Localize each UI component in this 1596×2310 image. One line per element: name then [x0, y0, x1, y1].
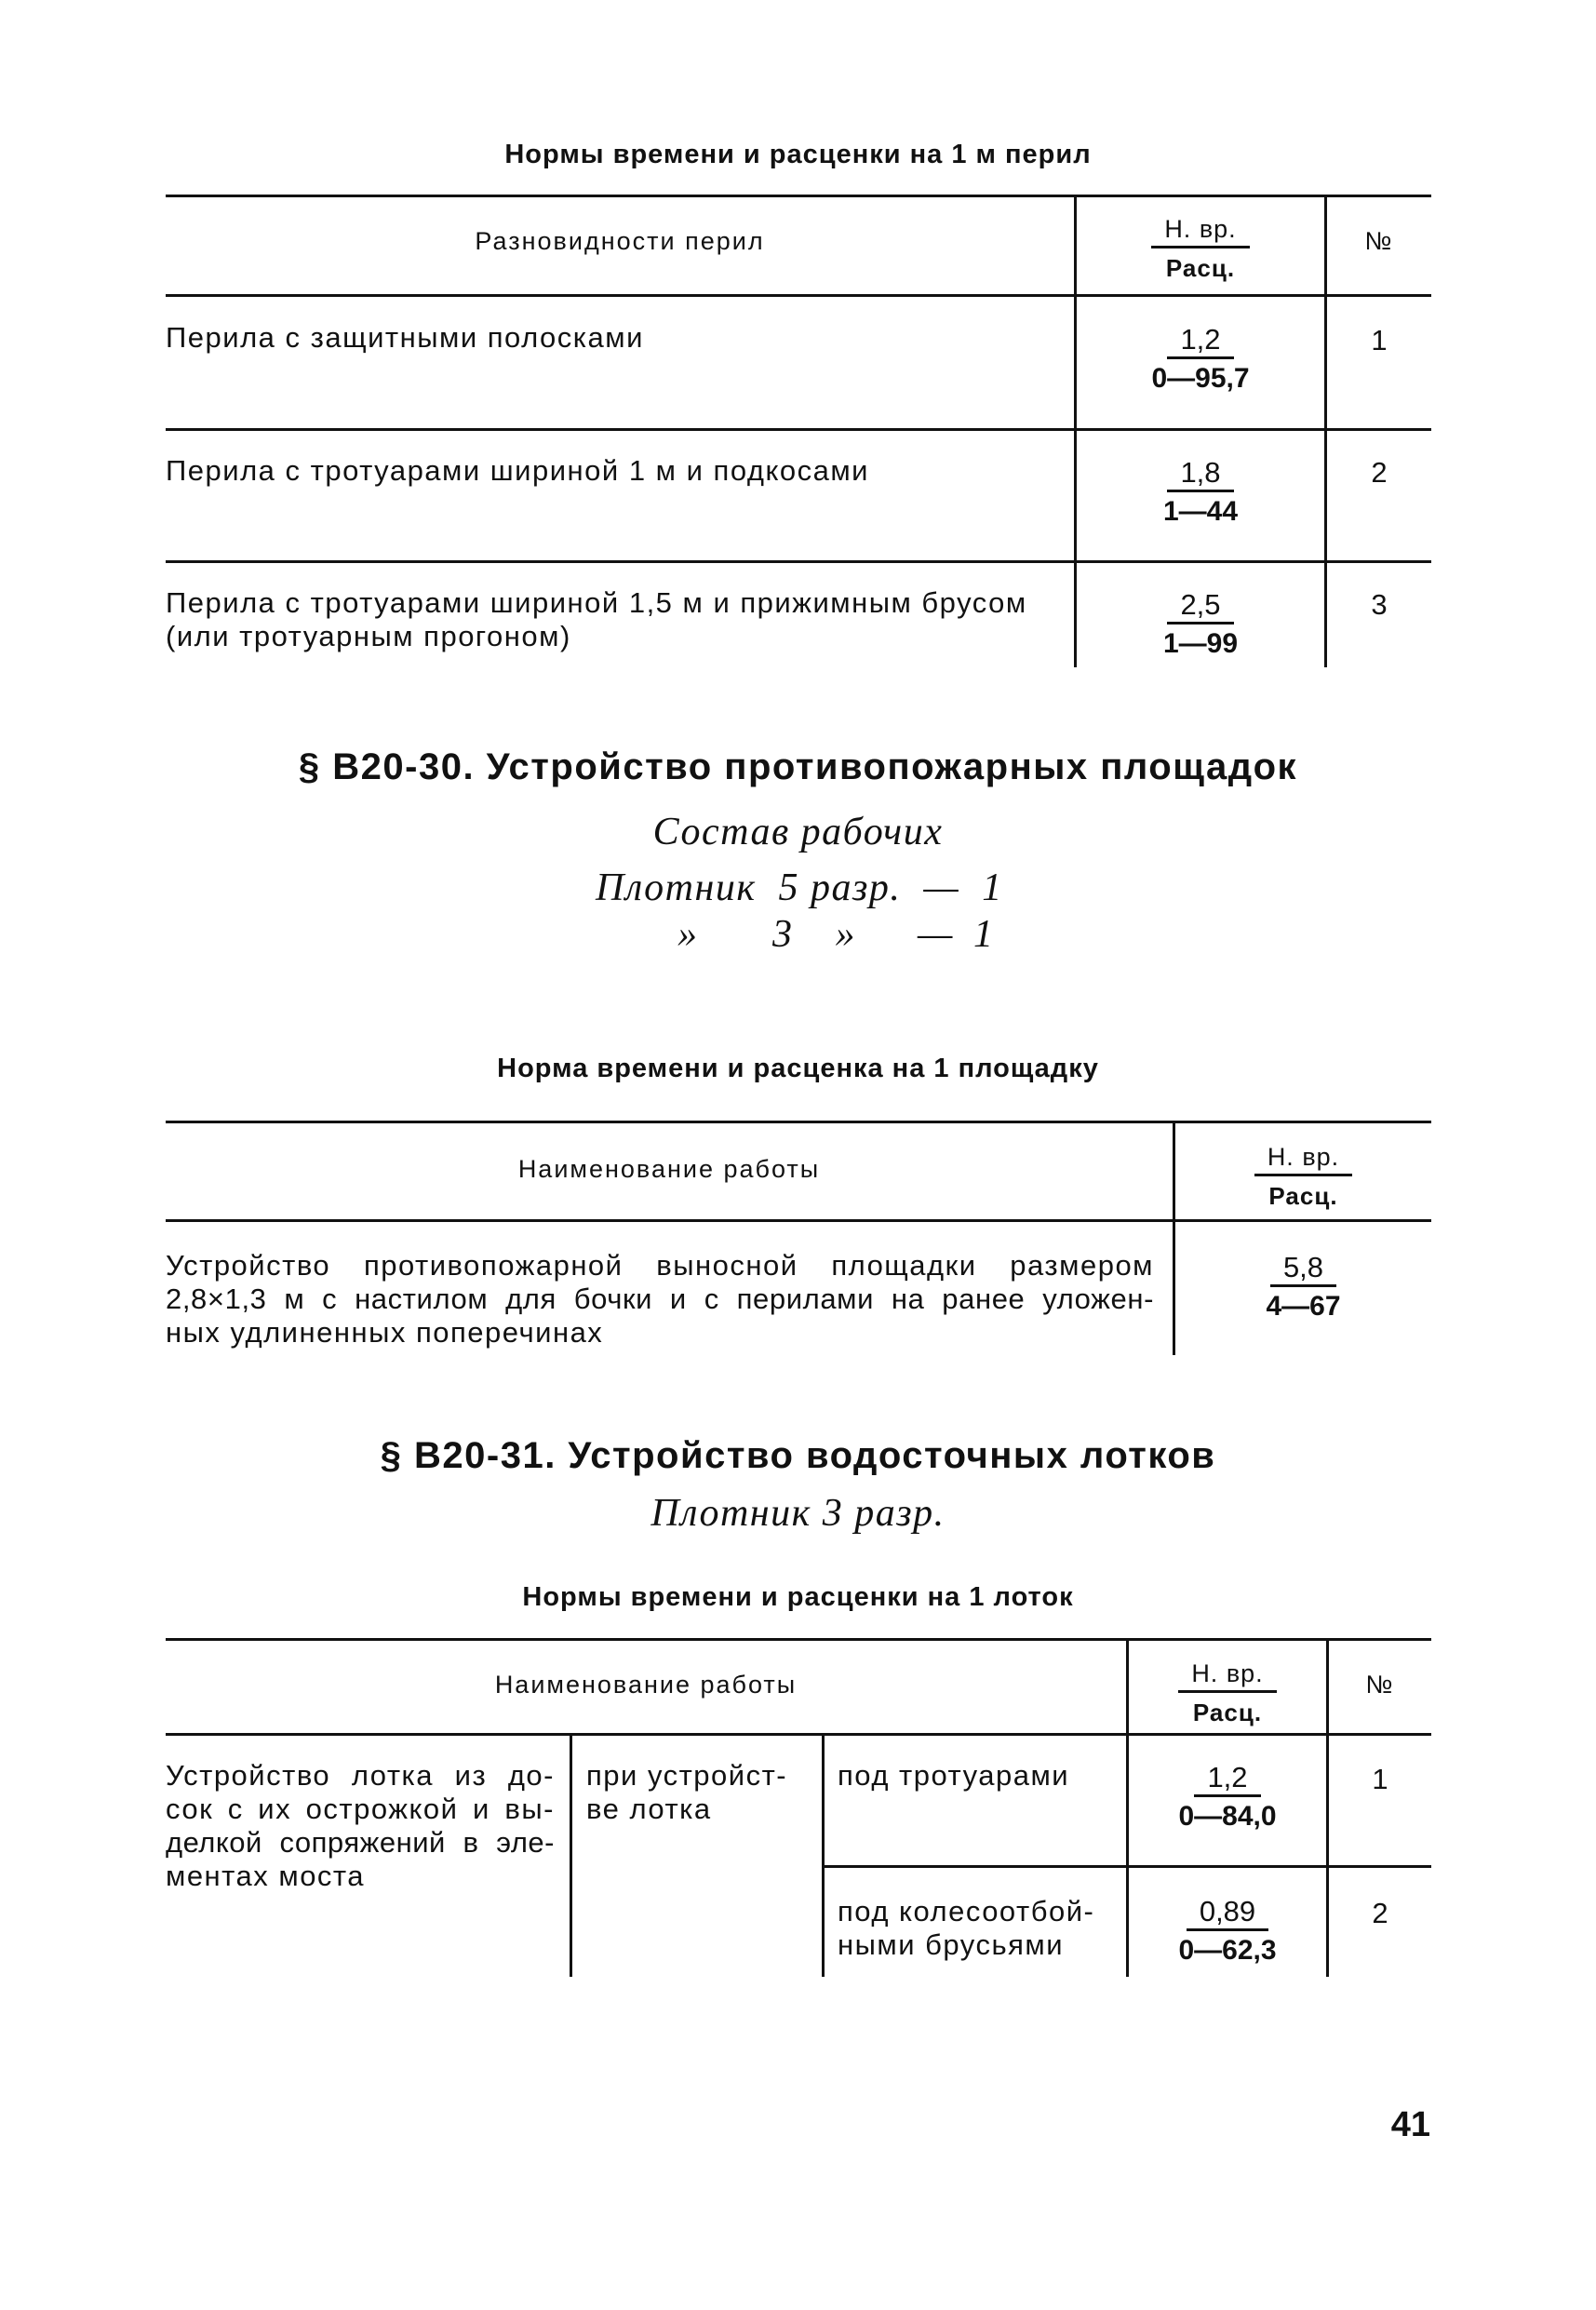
row-norm: 1,8 [1167, 456, 1233, 492]
work-line: сок с их острожкой и вы- [166, 1793, 555, 1825]
row-norm: 0,89 [1187, 1895, 1268, 1931]
work-line: делкой сопряжений в эле- [166, 1826, 555, 1859]
table1-header-no: № [1364, 227, 1394, 255]
crew-trade: » [677, 913, 697, 956]
section30-title: § В20-30. Устройство противопожарных площадок [298, 746, 1298, 787]
row-name-line: Устройство противопожарной выносной площадки размером [166, 1249, 1154, 1282]
table3-col-rule [570, 1733, 572, 1977]
row-rate: 1—99 [1162, 628, 1239, 659]
crew-count: 1 [982, 866, 1003, 909]
table1-caption: Нормы времени и расценки на 1 м перил [504, 140, 1092, 169]
table3-condition [586, 1759, 787, 1826]
row-name-line: Перила с защитными полосками [166, 321, 644, 354]
header-rate: Расц. [1268, 1182, 1338, 1210]
row-number: 1 [1372, 1763, 1388, 1795]
row-rate: 4—67 [1266, 1291, 1341, 1322]
table3-header-no: № [1365, 1671, 1395, 1699]
section31-crew: Плотник 3 разр. [650, 1492, 946, 1535]
table3-col-rule [822, 1733, 825, 1977]
row-norm-rate [1077, 588, 1324, 662]
table-row [166, 1249, 1154, 1350]
crew-dash: — [923, 866, 960, 909]
header-norm: Н. вр. [1178, 1657, 1276, 1693]
crew-line [596, 866, 1003, 910]
work-line: ментах моста [166, 1860, 366, 1892]
header-norm: Н. вр. [1254, 1140, 1352, 1176]
page-number: 41 [1390, 2105, 1430, 2144]
table1-row-rule [166, 560, 1431, 563]
section30-crew-title: Состав рабочих [652, 811, 944, 853]
row-name-line: Перила с тротуарами шириной 1,5 м и прижимным брусом [166, 586, 1027, 619]
crew-grade: 3 » [772, 913, 855, 956]
table3-header-name: Наименование работы [494, 1671, 798, 1699]
table1-top-rule [166, 195, 1431, 197]
row-norm: 1,2 [1194, 1761, 1260, 1797]
table2-top-rule [166, 1121, 1431, 1123]
row-number: 3 [1371, 588, 1388, 621]
table3-caption: Нормы времени и расценки на 1 лоток [522, 1582, 1074, 1612]
table1-header-rule [166, 294, 1431, 297]
table1-row-rule [166, 428, 1431, 431]
variant-line: под колесоотбой- [838, 1895, 1095, 1927]
row-norm-rate [1129, 1761, 1326, 1834]
row-norm: 2,5 [1167, 588, 1233, 625]
crew-count: 1 [973, 913, 993, 956]
table2-header-name: Наименование работы [517, 1155, 821, 1183]
crew-trade: Плотник [596, 866, 757, 909]
table3-header-rule [166, 1733, 1431, 1736]
table-row [166, 321, 644, 355]
row-norm: 5,8 [1270, 1251, 1336, 1287]
table3-header-norm-rate [1129, 1657, 1326, 1730]
condition-line: при устройст- [586, 1759, 788, 1792]
row-rate: 0—95,7 [1151, 363, 1250, 394]
row-norm-rate [1077, 456, 1324, 530]
row-norm-rate [1129, 1895, 1326, 1968]
row-norm-rate [1175, 1251, 1431, 1324]
table2-header-norm-rate [1175, 1140, 1431, 1214]
table2-caption: Норма времени и расценка на 1 площадку [497, 1054, 1099, 1083]
table3-top-rule [166, 1638, 1431, 1641]
row-name-line: 2,8×1,3 м с настилом для бочки и с перилами на ранее уложен- [166, 1283, 1154, 1315]
row-norm: 1,2 [1167, 323, 1233, 359]
work-line: Устройство лотка из до- [166, 1759, 555, 1792]
crew-grade: 5 разр. [778, 866, 902, 909]
row-number: 1 [1371, 324, 1388, 356]
condition-line: ве лотка [586, 1793, 712, 1825]
header-norm: Н. вр. [1151, 212, 1249, 248]
row-name-line: Перила с тротуарами шириной 1 м и подкосами [166, 454, 869, 487]
table2-header-rule [166, 1219, 1431, 1222]
row-rate: 1—44 [1162, 496, 1239, 527]
table1-header-name: Разновидности перил [475, 227, 765, 255]
table-row [166, 586, 1027, 653]
row-norm-rate [1077, 323, 1324, 396]
crew-dash: — [918, 913, 953, 956]
header-rate: Расц. [1165, 254, 1236, 282]
variant-line: под тротуарами [838, 1759, 1070, 1792]
table-row [166, 454, 869, 488]
header-rate: Расц. [1192, 1699, 1263, 1726]
row-name-line: (или тротуарным прогоном) [166, 620, 571, 652]
row-rate: 0—62,3 [1178, 1935, 1277, 1966]
table1-header-norm-rate [1077, 212, 1324, 286]
row-number: 2 [1372, 1897, 1388, 1929]
variant-line: ными брусьями [838, 1928, 1065, 1961]
section31-title: § В20-31. Устройство водосточных лотков [380, 1435, 1216, 1476]
row-number: 2 [1371, 456, 1388, 489]
row-rate: 0—84,0 [1178, 1801, 1277, 1832]
table-row [838, 1759, 1069, 1793]
table3-work [166, 1759, 555, 1893]
table-row [838, 1895, 1094, 1962]
row-name-line: ных удлиненных поперечинах [166, 1316, 604, 1349]
